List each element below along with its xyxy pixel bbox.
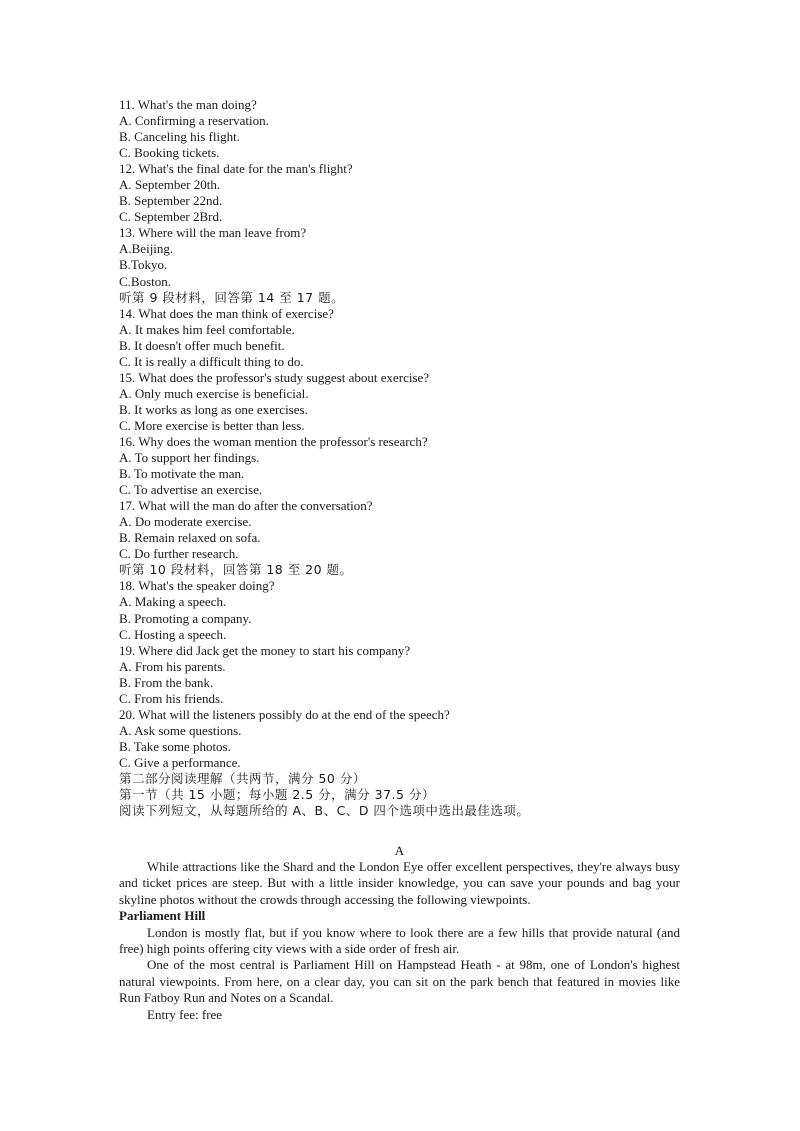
option-20b: B. Take some photos. [119,738,231,754]
option-11c: C. Booking tickets. [119,145,220,161]
option-18a: A. Making a speech. [119,594,227,610]
option-17b: B. Remain relaxed on sofa. [119,530,261,546]
option-17c: C. Do further research. [119,546,239,562]
option-16a: A. To support her findings. [119,450,260,466]
reading-passage-a [119,843,680,1023]
question-group-14-17 [119,306,679,563]
question-12: 12. What's the final date for the man's flight? [119,161,353,177]
option-11b: B. Canceling his flight. [119,129,240,145]
option-20a: A. Ask some questions. [119,722,242,738]
option-17a: A. Do moderate exercise. [119,514,252,530]
passage-paragraph-1: London is mostly flat, but if you know where to look there are a few hills that provide natural (and free) high points offering city views with a side order of fresh air. [119,924,680,957]
passage-paragraph-2: One of the most central is Parliament Hill on Hampstead Heath - at 98m, one of London's highest natural viewpoints. From here, on a clear day, you can sit on the park bench that featured in movies like Run Fatboy Run and Notes on a Scandal. [119,957,680,1006]
reading-instructions: 阅读下列短文，从每题所给的 A、B、C、D 四个选项中选出最佳选项。 [119,803,530,819]
option-12c: C. September 2Brd. [119,209,223,225]
question-group-18-20 [119,578,679,771]
question-16: 16. Why does the woman mention the professor's research? [119,433,428,449]
option-20c: C. Give a performance. [119,754,241,770]
option-13c: C.Boston. [119,273,172,289]
option-16b: B. To motivate the man. [119,466,245,482]
question-13: 13. Where will the man leave from? [119,225,307,241]
question-group-11-13 [119,97,679,290]
option-15c: C. More exercise is better than less. [119,417,305,433]
question-14: 14. What does the man think of exercise? [119,305,334,321]
option-18c: C. Hosting a speech. [119,626,227,642]
question-20: 20. What will the listeners possibly do at the end of the speech? [119,706,450,722]
passage-intro: While attractions like the Shard and the London Eye offer excellent perspectives, they're always busy and ticket prices are steep. But with a little insider knowledge, you can save your pounds and bag your skyline photos without the crowds through accessing the following viewpoints. [119,859,680,907]
option-16c: C. To advertise an exercise. [119,482,263,498]
listening-questions [119,97,679,819]
option-14c: C. It is really a difficult thing to do. [119,353,304,369]
section-9-instruction: 听第 9 段材料，回答第 14 至 17 题。 [119,289,345,305]
option-15b: B. It works as long as one exercises. [119,401,308,417]
question-11: 11. What's the man doing? [119,97,257,112]
question-17: 17. What will the man do after the conversation? [119,498,373,514]
question-19: 19. Where did Jack get the money to start his company? [119,642,411,658]
section-one-heading: 第一节（共 15 小题；每小题 2.5 分，满分 37.5 分） [119,787,435,803]
option-19c: C. From his friends. [119,690,224,706]
part-two-heading: 第二部分阅读理解（共两节，满分 50 分） [119,770,366,786]
option-19a: A. From his parents. [119,658,226,674]
option-19b: B. From the bank. [119,674,214,690]
option-13a: A.Beijing. [119,241,174,257]
option-15a: A. Only much exercise is beneficial. [119,385,309,401]
question-15: 15. What does the professor's study suggest about exercise? [119,369,430,385]
option-12b: B. September 22nd. [119,193,223,209]
entry-fee: Entry fee: free [147,1006,223,1022]
option-13b: B.Tokyo. [119,257,168,273]
passage-heading: Parliament Hill [119,908,206,924]
section-10-instruction: 听第 10 段材料，回答第 18 至 20 题。 [119,562,353,578]
option-14b: B. It doesn't offer much benefit. [119,337,285,353]
option-11a: A. Confirming a reservation. [119,113,269,129]
option-14a: A. It makes him feel comfortable. [119,321,295,337]
question-18: 18. What's the speaker doing? [119,578,275,594]
option-18b: B. Promoting a company. [119,610,252,626]
passage-label: A [394,843,405,858]
option-12a: A. September 20th. [119,177,221,193]
